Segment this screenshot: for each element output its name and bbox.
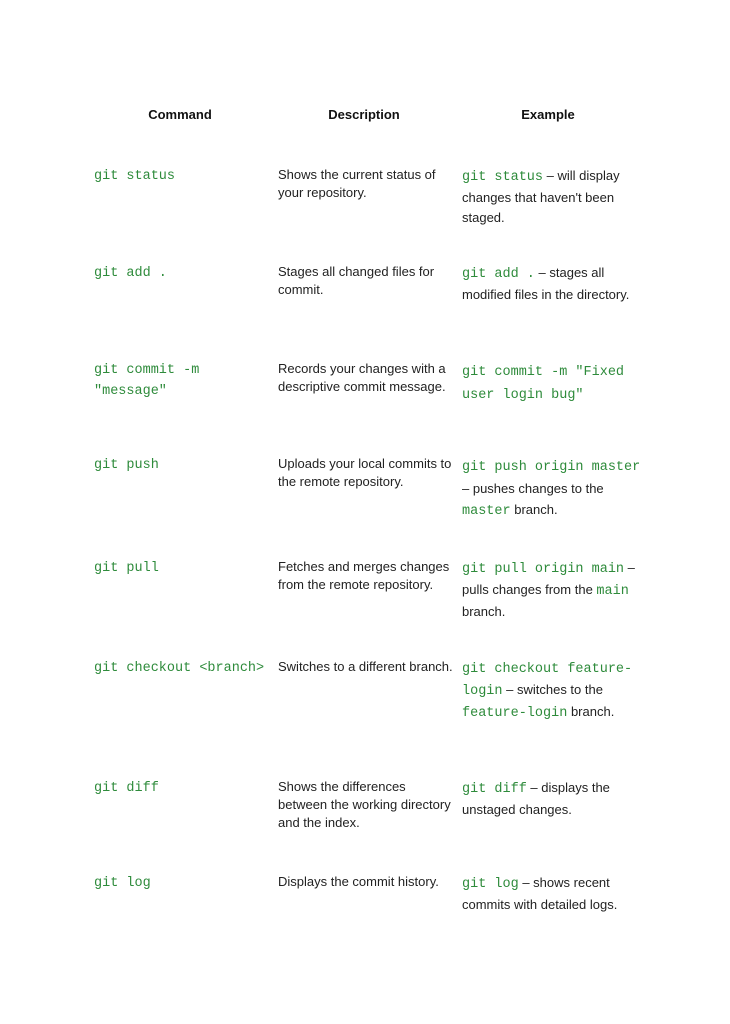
example-code: git push origin master [462,460,641,475]
header-command: Command [148,107,212,122]
example-code: git commit -m "Fixed user login bug" [462,365,633,403]
example-cell [462,778,642,820]
command-cell: git status [94,169,176,184]
example-text: – pushes changes to the [462,481,604,496]
example-code: feature-login [462,706,568,721]
example-cell [462,658,642,724]
example-cell [462,166,642,228]
command-cell: git commit -m "message" [94,363,208,399]
description-cell: Stages all changed files for commit. [278,264,435,297]
example-cell [462,360,642,406]
example-code: git log [462,877,519,892]
example-cell [462,558,642,622]
header-description: Description [328,107,400,122]
description-cell: Records your changes with a descriptive commit message. [278,361,446,394]
example-code: git checkout feature-login [462,662,633,699]
example-text: branch. [510,502,558,517]
example-text: branch. [462,604,506,619]
command-cell: git log [94,876,151,891]
command-cell: git add . [94,266,167,281]
example-code: git add . [462,267,535,282]
description-cell: Switches to a different branch. [278,659,453,674]
example-text: – displays the unstaged changes. [462,780,610,817]
example-text: branch. [567,704,615,719]
description-cell: Shows the current status of your repository. [278,167,436,200]
description-cell: Displays the commit history. [278,874,439,889]
example-text: – switches to the [502,682,603,697]
example-text: – will display changes that haven't been staged. [462,168,620,225]
example-code: git pull origin main [462,562,625,577]
command-cell: git diff [94,781,159,796]
example-cell [462,263,642,305]
example-text: – pulls changes from the [462,560,635,597]
example-cell [462,873,642,915]
example-code: master [462,504,511,519]
example-text: – stages all modified files in the directory. [462,265,630,302]
command-cell: git checkout <branch> [94,661,265,676]
command-cell: git pull [94,561,159,576]
command-cell: git push [94,458,159,473]
header-example: Example [521,107,575,122]
description-cell: Fetches and merges changes from the remote repository. [278,559,450,592]
example-code: git status [462,170,544,185]
description-cell: Uploads your local commits to the remote repository. [278,456,452,489]
description-cell: Shows the differences between the working directory and the index. [278,779,451,830]
example-code: git diff [462,782,527,797]
example-code: main [596,584,629,599]
example-cell [462,455,642,522]
example-text: – shows recent commits with detailed logs. [462,875,618,912]
